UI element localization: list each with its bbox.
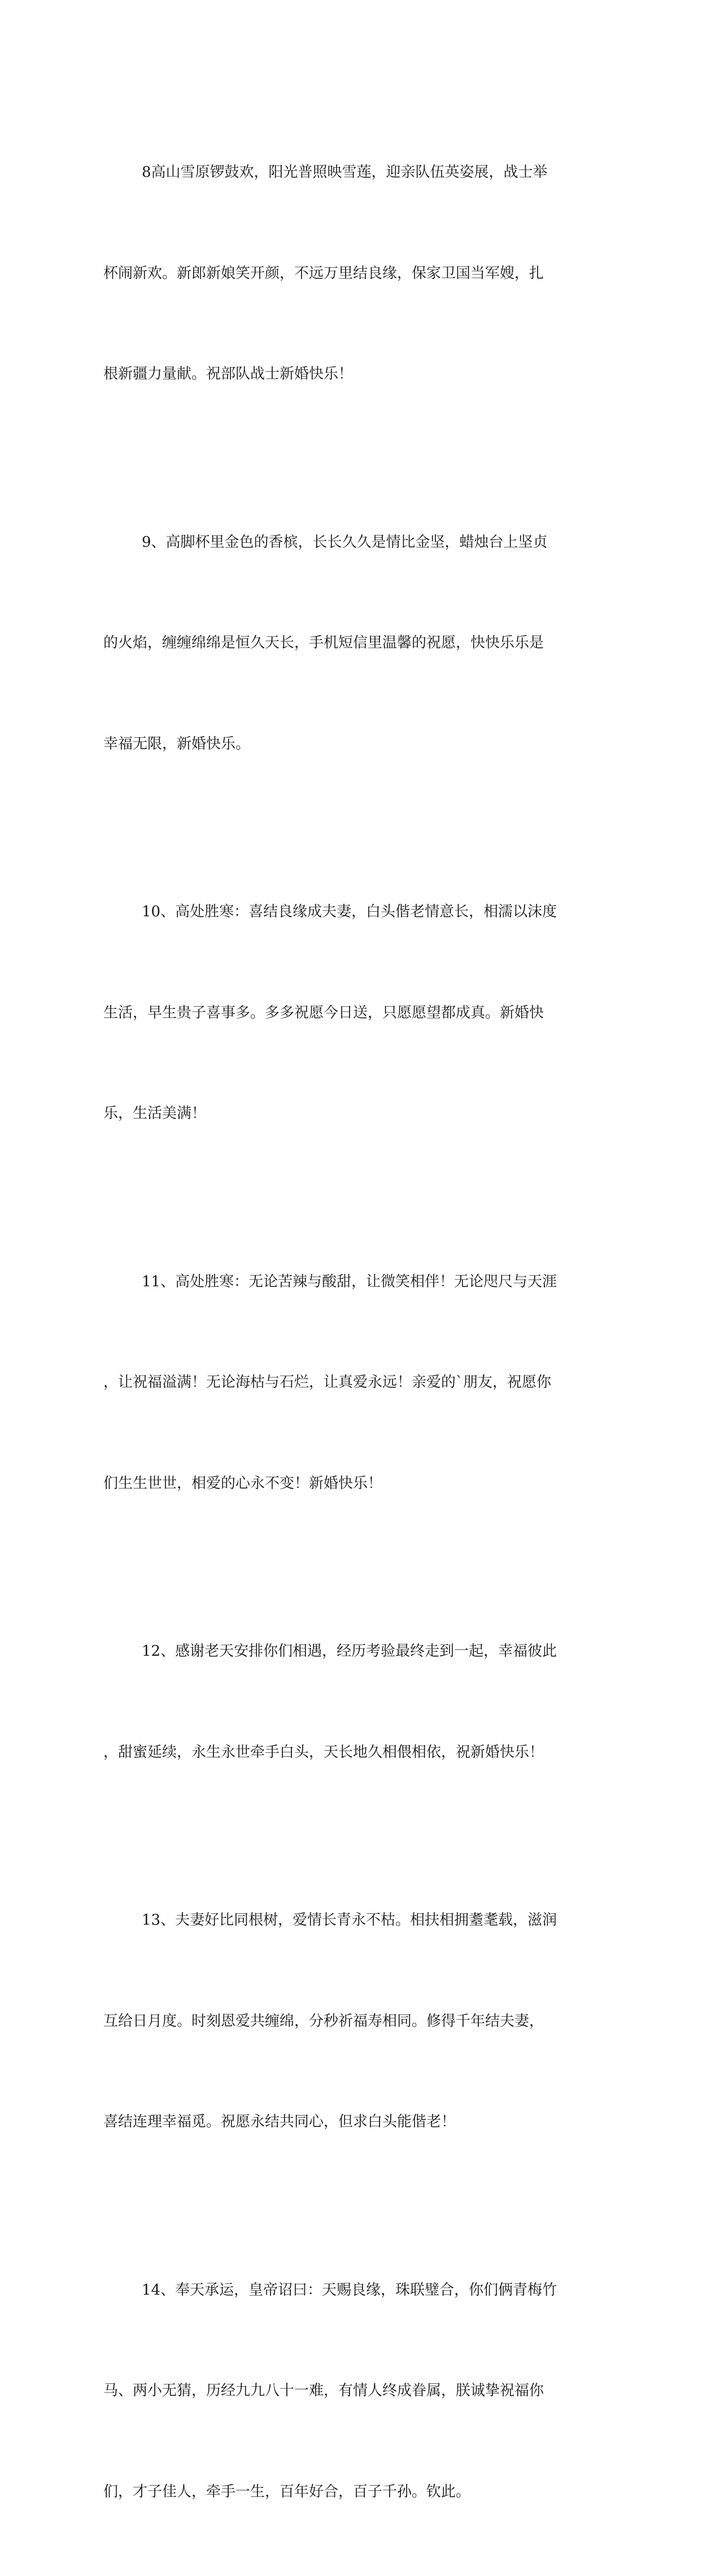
text-line: 8高山雪原锣鼓欢，阳光普照映雪莲，迎亲队伍英姿展，战士举	[103, 156, 589, 190]
text-line: 13、夫妻好比同根树，爱情长青永不枯。相扶相拥耋耄载，滋润	[103, 1904, 589, 1938]
paragraph-9	[103, 459, 589, 829]
text-line: 的火焰，缠缠绵绵是恒久天长，手机短信里温馨的祝愿，快快乐乐是	[103, 626, 589, 660]
paragraph-12	[103, 1568, 589, 1837]
text-line: 们，才子佳人，牵手一生，百年好合，百子千孙。钦此。	[103, 2475, 589, 2509]
document-page	[0, 0, 720, 932]
text-line: 杯闹新欢。新郎新娘笑开颜，不远万里结良缘，保家卫国当军嫂，扎	[103, 257, 589, 291]
text-line: 幸福无限，新婚快乐。	[103, 728, 589, 762]
text-line: ，让祝福溢满！无论海枯与石烂，让真爱永远！亲爱的`朋友，祝愿你	[103, 1366, 589, 1400]
text-line: 10、高处胜寒：喜结良缘成夫妻，白头偕老情意长，相濡以沫度	[103, 895, 589, 929]
text-line: 12、感谢老天安排你们相遇，经历考验最终走到一起，幸福彼此	[103, 1635, 589, 1669]
text-line: 喜结连理幸福觅。祝愿永结共同心，但求白头能偕老！	[103, 2105, 589, 2139]
paragraph-13	[103, 1837, 589, 2207]
text-line: 马、两小无猜，历经九九八十一难，有情人终成眷属，朕诚挚祝福你	[103, 2374, 589, 2408]
text-line: ，甜蜜延续，永生永世牵手白头，天长地久相偎相依，祝新婚快乐！	[103, 1736, 589, 1770]
paragraph-8	[103, 89, 589, 459]
text-line: 互给日月度。时刻恩爱共缠绵，分秒祈福寿相同。修得千年结夫妻，	[103, 2005, 589, 2039]
text-line: 们生生世世，相爱的心永不变！新婚快乐！	[103, 1467, 589, 1501]
text-line: 9、高脚杯里金色的香槟，长长久久是情比金坚，蜡烛台上坚贞	[103, 526, 589, 560]
text-line: 生活，早生贵子喜事多。多多祝愿今日送，只愿愿望都成真。新婚快	[103, 997, 589, 1030]
paragraph-11	[103, 1198, 589, 1568]
text-line: 根新疆力量献。祝部队战士新婚快乐！	[103, 358, 589, 391]
paragraph-14	[103, 2207, 589, 2576]
text-line: 11、高处胜寒：无论苦辣与酸甜，让微笑相伴！无论咫尺与天涯	[103, 1265, 589, 1299]
text-line: 乐，生活美满！	[103, 1097, 589, 1131]
text-line: 14、奉天承运，皇帝诏曰：天赐良缘，珠联璧合，你们俩青梅竹	[103, 2274, 589, 2308]
document-body	[103, 89, 589, 2576]
paragraph-10	[103, 828, 589, 1198]
